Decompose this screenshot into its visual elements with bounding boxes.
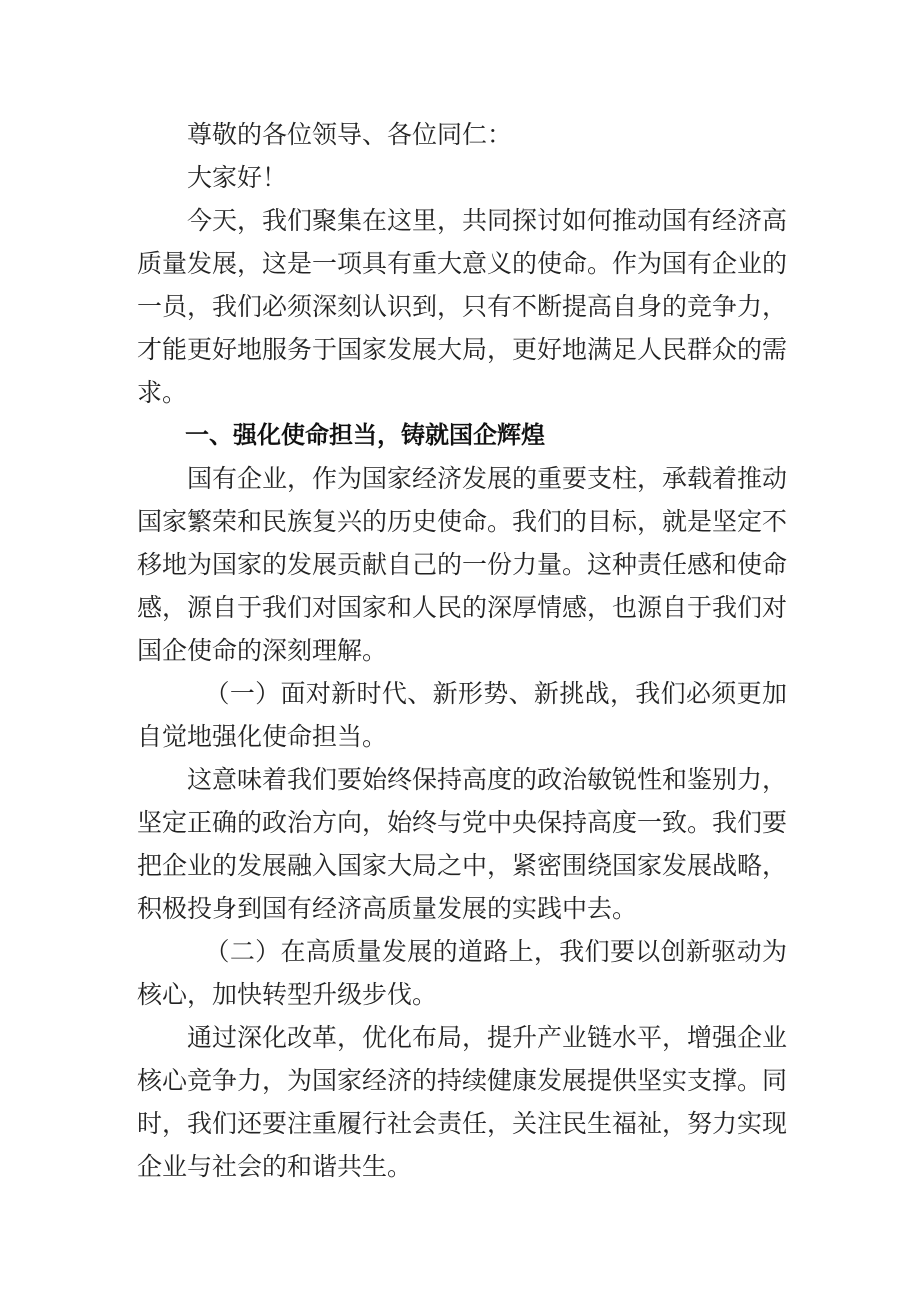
section-paragraph-1: 国有企业，作为国家经济发展的重要支柱，承载着推动国家繁荣和民族复兴的历史使命。我们的目标，就是坚定不移地为国家的发展贡献自己的一份力量。这种责任感和使命感，源自于我们对国家和人民的深厚情感，也源自于我们对国企使命的深刻理解。 <box>137 464 788 665</box>
section-heading: 一、强化使命担当，铸就国企辉煌 <box>185 421 545 449</box>
section-paragraph-3: 通过深化改革，优化布局，提升产业链水平，增强企业核心竞争力，为国家经济的持续健康发展提供坚实支撑。同时，我们还要注重履行社会责任，关注民生福祉，努力实现企业与社会的和谐共生。 <box>137 1023 788 1181</box>
intro-paragraph: 今天，我们聚集在这里，共同探讨如何推动国有经济高质量发展，这是一项具有重大意义的使命。作为国有企业的一员，我们必须深刻认识到，只有不断提高自身的竞争力，才能更好地服务于国家发展大局，更好地满足人民群众的需求。 <box>137 206 788 407</box>
greeting: 大家好！ <box>187 163 288 192</box>
section-paragraph-2: 这意味着我们要始终保持高度的政治敏锐性和鉴别力，坚定正确的政治方向，始终与党中央保持高度一致。我们要把企业的发展融入国家大局之中，紧密围绕国家发展战略，积极投身到国有经济高质量发展的实践中去。 <box>137 765 788 923</box>
document-body <box>137 113 787 1188</box>
subsection-heading-1: （一）面对新时代、新形势、新挑战，我们必须更加自觉地强化使命担当。 <box>137 679 787 751</box>
subsection-heading-2: （二）在高质量发展的道路上，我们要以创新驱动为核心，加快转型升级步伐。 <box>137 937 787 1009</box>
salutation: 尊敬的各位领导、各位同仁： <box>187 120 513 149</box>
